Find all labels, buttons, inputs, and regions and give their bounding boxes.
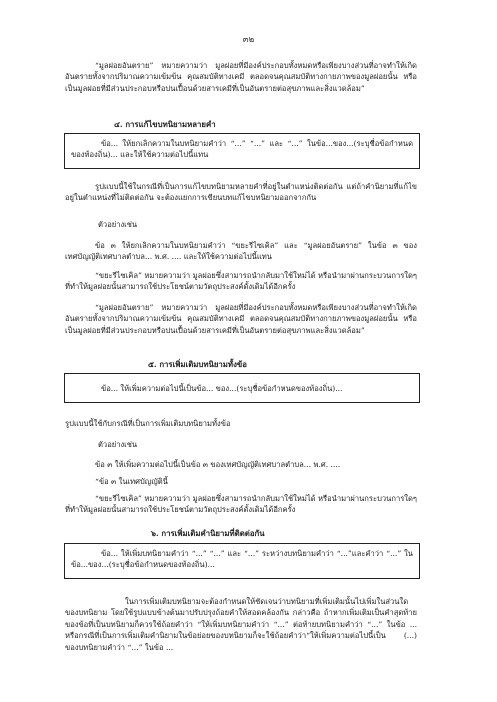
example-definition-add: “ขยะรีไซเคิล” หมายความว่า มูลฝอยซึ่งสามารถนำกลับมาใช้ใหม่ได้ หรือนำมาผ่านกระบวนการใดๆ ที่ทำให้มูลฝอยนั้นสามารถใช้ประโยชน์ตามวัตถุประสงค์ดั้งเดิมได้อีกครั้ง [65,494,417,515]
example-label: ตัวอย่างเช่น [98,220,138,229]
section-heading-5: ๕. การเพิ่มเติมบทนิยามทั้งข้อ [148,360,247,369]
example-amend-line: ข้อ ๓ ให้ยกเลิกความในบทนิยามคำว่า “ขยะรีไซเคิล” และ “มูลฝอยอันตราย” ในข้อ ๓ ของเทศบัญญัติเทศบาลตำบล... พ.ศ. .... และให้ใช้ความต่อไปนี้แทน [65,241,417,262]
definition-paragraph: “มูลฝอยอันตราย” หมายความว่า มูลฝอยที่มีองค์ประกอบทั้งหมดหรือเพียงบางส่วนที่อาจทำให้เกิดอันตรายทั้งจากปริมาณความเข้มข้น คุณสมบัติทางเคมี ตลอดจนคุณสมบัติทางกายภาพของมูลฝอยนั้น หรือเป็นมูลฝอยที่มีส่วนประกอบหรือปนเปื้อนด้วยสารเคมีที่เป็นอันตรายต่อสุขภาพและสิ่งแวดล้อม” [65,61,417,93]
template-text-3: ข้อ... ให้เพิ่มบทนิยามคำว่า “...” “...” และ “...” ระหว่างบทนิยามคำว่า “...”และคำว่า “...” ในข้อ...ของ...(ระบุชื่อข้อกำหนดของท้องถิ่น)... [71,549,413,570]
page-number: ๓๒ [242,35,255,45]
additional-definitions-paragraph: ในการเพิ่มเติมบทนิยามจะต้องกำหนดให้ชัดเจนว่าบทนิยามที่เพิ่มเติมนั้นไปเพิ่มในส่วนใดของบทนิยาม โดยใช้รูปแบบข้างต้นมาปรับปรุงถ้อยคำให้สอดคล้องกัน กล่าวคือ ถ้าหากเพิ่มเติมเป็นคำสุดท้ายของข้อที่เป็นบทนิยามก็ควรใช้ถ้อยคำว่า “ให้เพิ่มบทนิยามคำว่า “...” ต่อท้ายบทนิยามคำว่า “...” ในข้อ ... หรือกรณีที่เป็นการเพิ่มเติมคำนิยามในข้อย่อยของบทนิยามก็จะใช้ถ้อยคำว่า“ให้เพิ่มความต่อไปนี้เป็น (...) ของบทนิยามคำว่า “...” ในข้อ ... [65,597,417,652]
example-label-2: ตัวอย่างเช่น [98,440,138,449]
example-definition-recycle: “ขยะรีไซเคิล” หมายความว่า มูลฝอยซึ่งสามารถนำกลับมาใช้ใหม่ได้ หรือนำมาผ่านกระบวนการใดๆ ที่ทำให้มูลฝอยนั้นสามารถใช้ประโยชน์ตามวัตถุประสงค์ดั้งเดิมได้อีกครั้ง [65,271,417,292]
section-heading-4: ๔. การแก้ไขบทนิยามหลายคำ [114,120,216,129]
template-box-1 [64,133,420,169]
example-definition-hazardous: “มูลฝอยอันตราย” หมายความว่า มูลฝอยที่มีองค์ประกอบทั้งหมดหรือเพียงบางส่วนที่อาจทำให้เกิดอันตรายทั้งจากปริมาณความเข้มข้น คุณสมบัติทางเคมี ตลอดจนคุณสมบัติทางกายภาพของมูลฝอยนั้น หรือเป็นมูลฝอยที่มีส่วนประกอบหรือปนเปื้อนด้วยสารเคมีที่เป็นอันตรายต่อสุขภาพและสิ่งแวดล้อม” [65,303,417,335]
example-clause-line: “ข้อ ๓ ในเทศบัญญัตินี้ [95,477,168,486]
template-text-2: ข้อ... ให้เพิ่มความต่อไปนี้เป็นข้อ... ของ...(ระบุชื่อข้อกำหนดของท้องถิ่น)... [101,384,343,393]
template-box-2 [64,373,420,403]
template-text-1: ข้อ... ให้ยกเลิกความในบทนิยามคำว่า “...” “...” และ “...” ในข้อ...ของ...(ระบุชื่อข้อกำหนดของท้องถิ่น)... และให้ใช้ความต่อไปนี้แทน [71,139,413,160]
usage-paragraph: รูปแบบนี้ใช้กับกรณีที่เป็นการเพิ่มเติมบทนิยามทั้งข้อ [65,419,231,428]
section-heading-6: ๖. การเพิ่มเติมคำนิยามที่ติดต่อกัน [151,529,265,538]
explanation-paragraph: รูปแบบนี้ใช้ในกรณีที่เป็นการแก้ไขบทนิยามหลายคำที่อยู่ในตำแหน่งติดต่อกัน แต่ถ้าคำนิยามที่แก้ไขอยู่ในตำแหน่งที่ไม่ติดต่อกัน จะต้องแยกการเขียนบทแก้ไขบทนิยามออกจากกัน [65,182,417,203]
example-add-line: ข้อ ๓ ให้เพิ่มความต่อไปนี้เป็นข้อ ๓ ของเทศบัญญัติเทศบาลตำบล... พ.ศ. .... [95,460,341,469]
template-box-3 [64,543,420,579]
